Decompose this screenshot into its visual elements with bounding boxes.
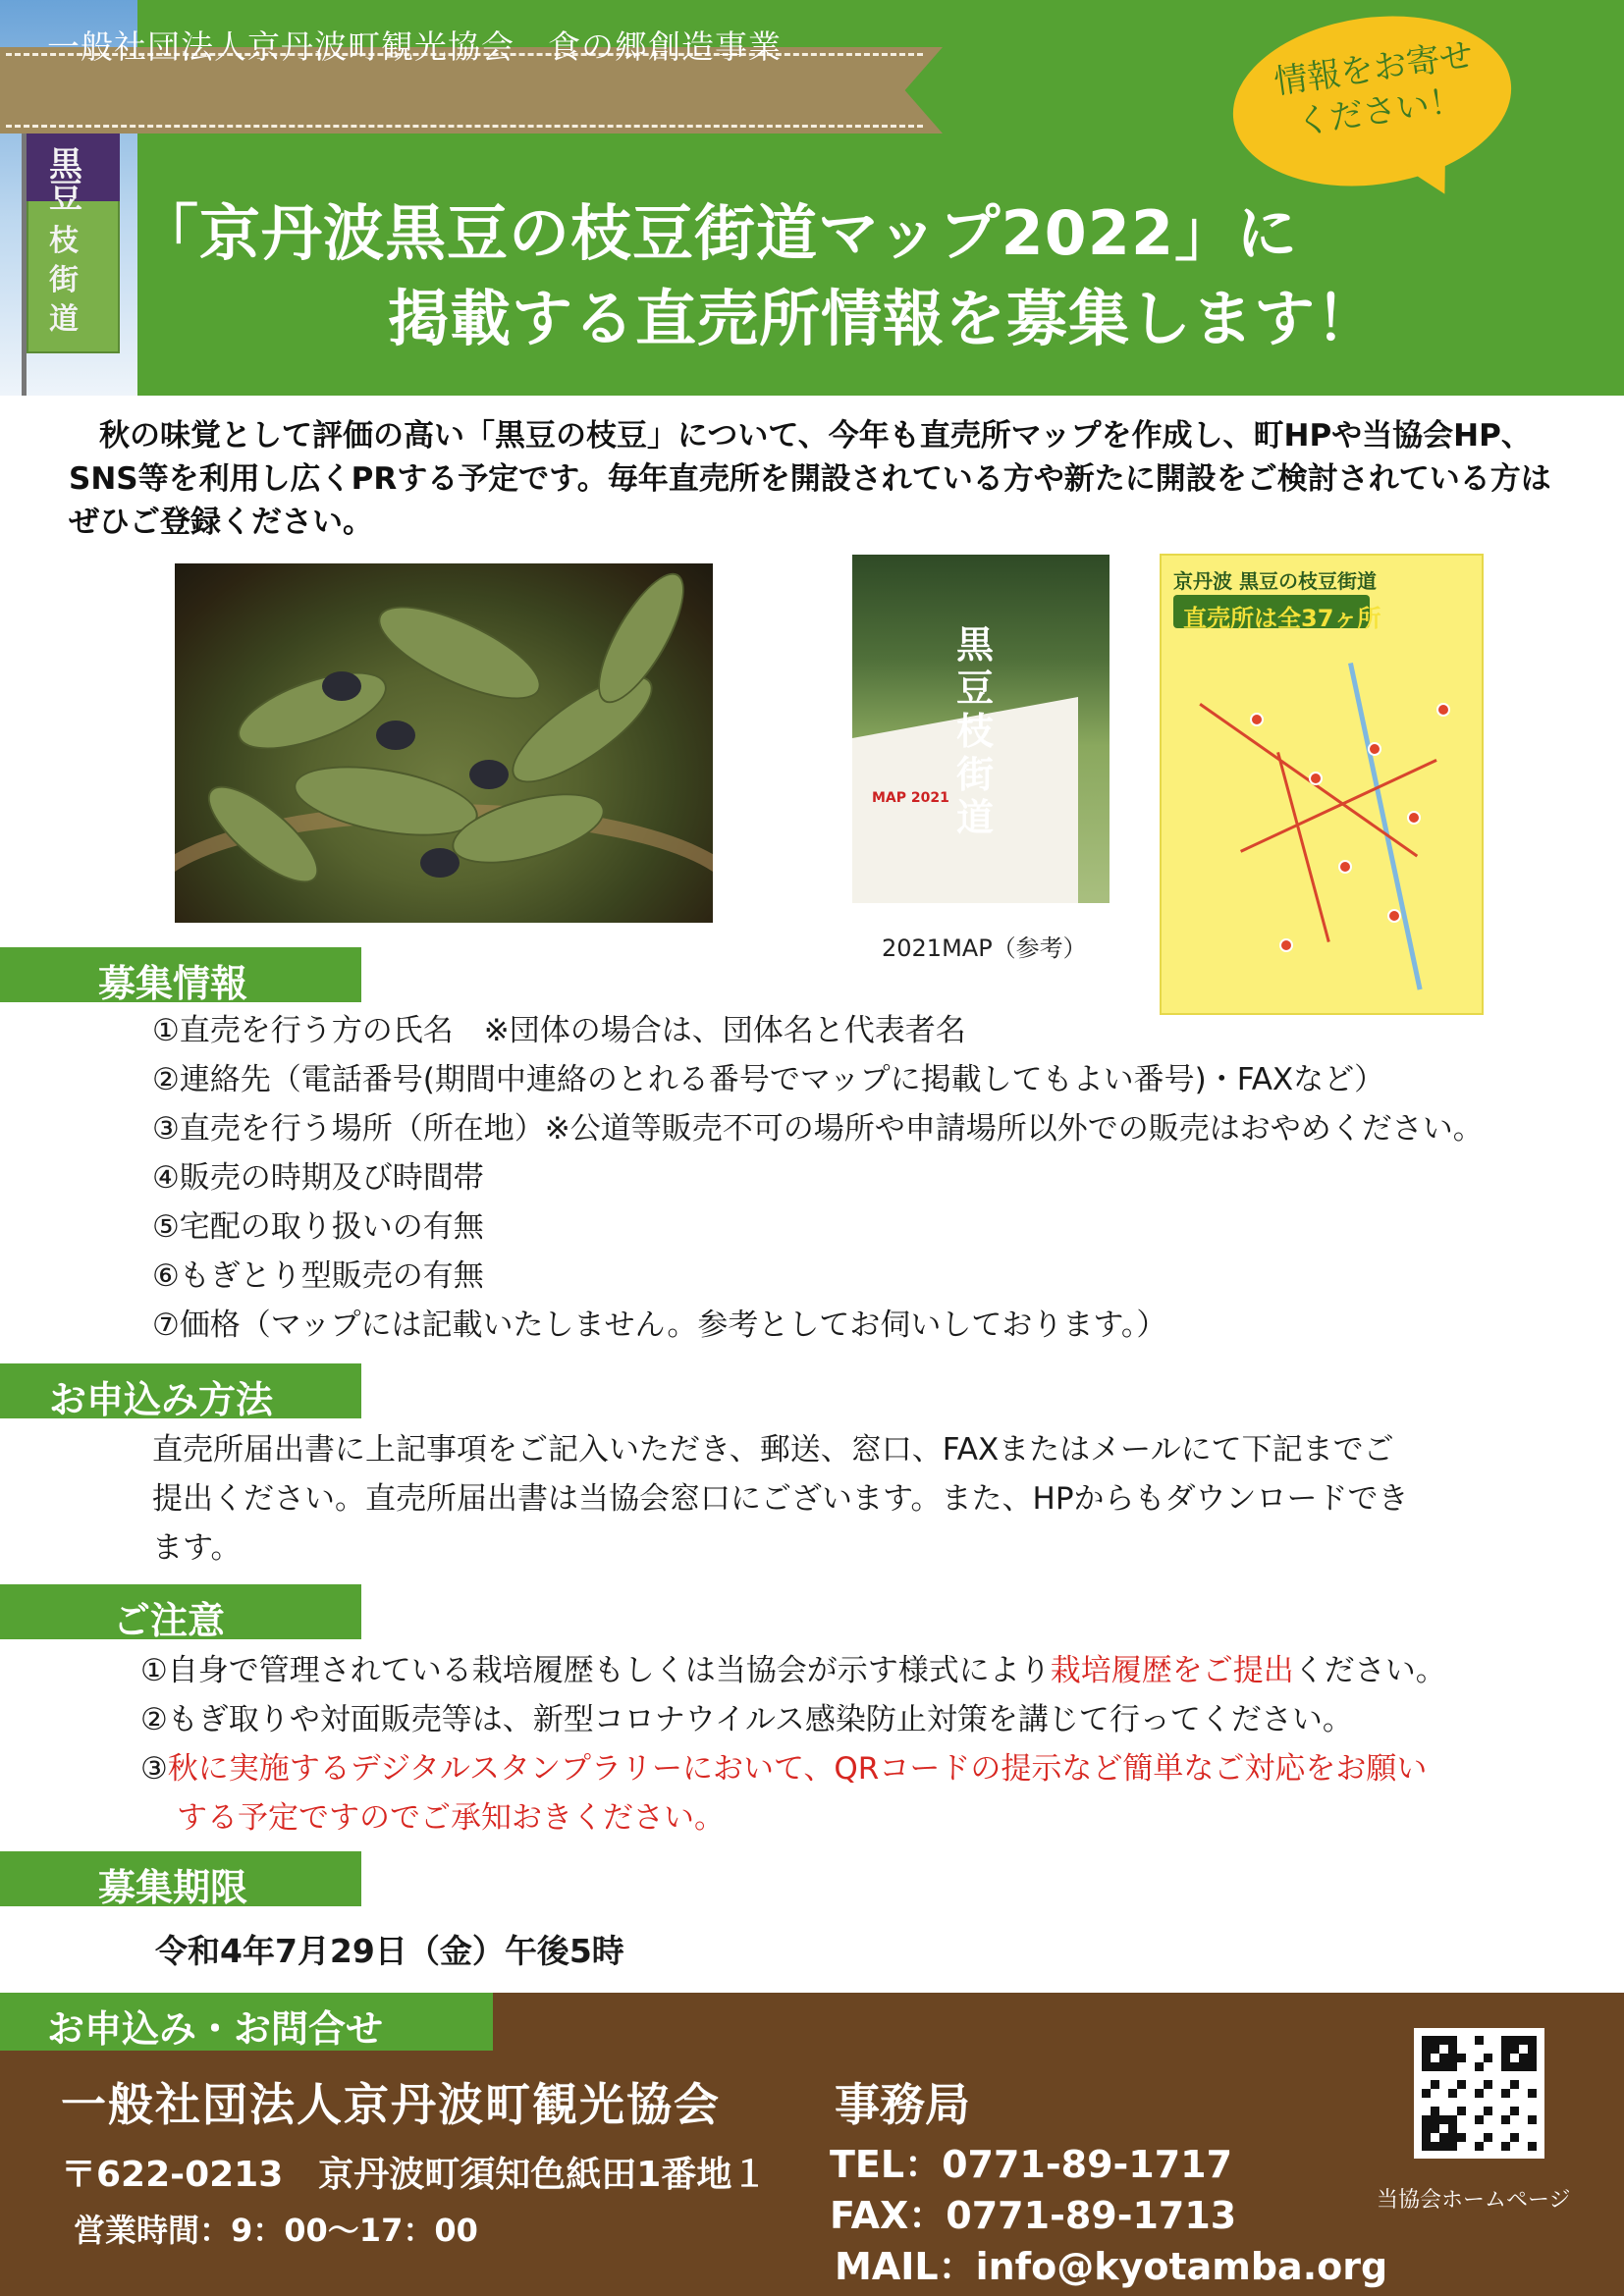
footer-tel[interactable]: TEL：0771-89-1717 <box>830 2143 1233 2186</box>
qr-module <box>1501 2107 1510 2115</box>
qr-module <box>1510 2089 1519 2098</box>
map-spot <box>1279 938 1293 952</box>
qr-code-pattern <box>1422 2036 1537 2151</box>
qr-module <box>1431 2062 1439 2071</box>
qr-module <box>1466 2115 1475 2124</box>
recruit-item: ③直売を行う場所（所在地）※公道等販売不可の場所や申請場所以外での販売はおやめください。 <box>152 1111 1484 1147</box>
qr-module <box>1519 2107 1528 2115</box>
notice-emphasis: 栽培履歴をご提出 <box>1050 1653 1294 1688</box>
notice-item <box>140 1747 1427 1790</box>
qr-module <box>1484 2054 1492 2062</box>
qr-module <box>1492 2045 1501 2054</box>
map-2022-preview <box>1160 554 1484 1015</box>
qr-module <box>1510 2107 1519 2115</box>
banner-char: 枝 <box>49 224 79 258</box>
qr-module <box>1484 2080 1492 2089</box>
qr-module <box>1422 2036 1431 2045</box>
qr-code[interactable] <box>1414 2028 1544 2159</box>
apply-text: ます。 <box>152 1530 242 1566</box>
qr-module <box>1431 2089 1439 2098</box>
black-bean <box>376 721 415 750</box>
qr-module <box>1528 2115 1537 2124</box>
qr-module <box>1475 2142 1484 2151</box>
qr-module <box>1448 2071 1457 2080</box>
qr-module <box>1475 2045 1484 2054</box>
qr-module <box>1492 2098 1501 2107</box>
qr-module <box>1466 2054 1475 2062</box>
qr-module <box>1466 2089 1475 2098</box>
qr-module <box>1457 2107 1466 2115</box>
banner-char: 黒 <box>49 145 82 185</box>
qr-module <box>1475 2054 1484 2062</box>
qr-module <box>1439 2045 1448 2054</box>
notice-item: ②もぎ取りや対面販売等は、新型コロナウイルス感染防止対策を講じて行ってください。 <box>140 1702 1353 1737</box>
qr-module <box>1501 2115 1510 2124</box>
qr-module <box>1501 2062 1510 2071</box>
footer-tab-label: お申込み・お問合せ <box>47 2007 384 2051</box>
qr-module <box>1510 2124 1519 2133</box>
qr-module <box>1475 2107 1484 2115</box>
intro-paragraph: 秋の味覚として評価の高い「黒豆の枝豆」について、今年も直売所マップを作成し、町HPや当協会HP、SNS等を利用し広くPRする予定です。毎年直売所を開設されている方や新たに開設をご検討されている方はぜひご登録ください。 <box>69 418 1551 540</box>
black-bean <box>420 848 460 878</box>
qr-module <box>1510 2142 1519 2151</box>
qr-module <box>1475 2062 1484 2071</box>
qr-module <box>1484 2115 1492 2124</box>
qr-module <box>1448 2036 1457 2045</box>
qr-module <box>1439 2062 1448 2071</box>
footer-mail[interactable]: MAIL：info@kyotamba.org <box>835 2245 1388 2288</box>
qr-module <box>1484 2089 1492 2098</box>
apply-text: 直売所届出書に上記事項をご記入いただき、郵送、窓口、FAXまたはメールにて下記までご <box>152 1432 1394 1468</box>
section-header-recruit <box>0 947 361 1005</box>
qr-module <box>1501 2133 1510 2142</box>
qr-module <box>1457 2071 1466 2080</box>
qr-module <box>1528 2133 1537 2142</box>
black-bean <box>322 671 361 701</box>
map-cover-title: 黒 豆 枝 街 道 <box>955 622 994 839</box>
qr-module <box>1431 2036 1439 2045</box>
qr-module <box>1501 2045 1510 2054</box>
qr-module <box>1475 2036 1484 2045</box>
qr-module <box>1528 2089 1537 2098</box>
speech-bubble-text: 情報をお寄せ ください！ <box>1272 35 1476 143</box>
map-preview-title: 京丹波 黒豆の枝豆街道 <box>1173 569 1377 593</box>
map-spot <box>1387 909 1401 923</box>
title-text: します！ <box>1130 283 1379 354</box>
qr-module <box>1528 2045 1537 2054</box>
qr-module <box>1439 2080 1448 2089</box>
qr-module <box>1510 2080 1519 2089</box>
qr-module <box>1475 2071 1484 2080</box>
qr-module <box>1475 2124 1484 2133</box>
qr-module <box>1528 2107 1537 2115</box>
qr-module <box>1466 2045 1475 2054</box>
deadline-value: 令和4年7月29日（金）午後5時 <box>155 1932 624 1970</box>
qr-module <box>1431 2107 1439 2115</box>
qr-module <box>1484 2124 1492 2133</box>
qr-module <box>1528 2062 1537 2071</box>
qr-module <box>1492 2124 1501 2133</box>
qr-module <box>1519 2036 1528 2045</box>
qr-module <box>1439 2133 1448 2142</box>
qr-module <box>1457 2124 1466 2133</box>
qr-module <box>1422 2142 1431 2151</box>
qr-module <box>1510 2133 1519 2142</box>
page-title-line2 <box>388 270 1378 357</box>
qr-module <box>1466 2071 1475 2080</box>
qr-module <box>1510 2071 1519 2080</box>
edamame-pod <box>366 588 552 718</box>
section-title: 募集期限 <box>98 1866 248 1909</box>
qr-module <box>1431 2054 1439 2062</box>
qr-module <box>1431 2098 1439 2107</box>
qr-module <box>1484 2133 1492 2142</box>
qr-module <box>1431 2142 1439 2151</box>
qr-module <box>1439 2142 1448 2151</box>
map-count-label: 直売所は全37ヶ所 <box>1183 605 1381 632</box>
map-spot <box>1436 703 1450 717</box>
qr-module <box>1422 2124 1431 2133</box>
qr-module <box>1492 2054 1501 2062</box>
qr-module <box>1484 2071 1492 2080</box>
qr-module <box>1519 2115 1528 2124</box>
qr-module <box>1439 2098 1448 2107</box>
qr-module <box>1501 2124 1510 2133</box>
black-bean <box>469 760 509 789</box>
recruit-item: ①直売を行う方の氏名 ※団体の場合は、団体名と代表者名 <box>152 1013 966 1048</box>
title-highlight <box>1006 270 1130 357</box>
map-spot <box>1368 742 1381 756</box>
map-2021-cover <box>852 555 1110 903</box>
qr-module <box>1519 2098 1528 2107</box>
qr-module <box>1510 2115 1519 2124</box>
qr-module <box>1431 2133 1439 2142</box>
qr-module <box>1475 2098 1484 2107</box>
recruit-item: ⑥もぎとり型販売の有無 <box>152 1258 484 1294</box>
qr-module <box>1484 2107 1492 2115</box>
title-text: 掲載する直売所情報を <box>388 283 1007 354</box>
map-road <box>1240 759 1437 853</box>
recruit-item: ⑦価格（マップには記載いたしません。参考としてお伺いしております。） <box>152 1308 1167 1343</box>
title-highlight-text: 募集 <box>1006 283 1131 354</box>
footer-office: 事務局 <box>835 2078 970 2131</box>
qr-module <box>1519 2054 1528 2062</box>
qr-module <box>1431 2071 1439 2080</box>
qr-module <box>1492 2115 1501 2124</box>
qr-module <box>1475 2115 1484 2124</box>
qr-module <box>1448 2080 1457 2089</box>
qr-module <box>1457 2098 1466 2107</box>
footer-fax: FAX：0771-89-1713 <box>830 2194 1237 2237</box>
qr-module <box>1501 2080 1510 2089</box>
qr-module <box>1519 2080 1528 2089</box>
qr-module <box>1448 2054 1457 2062</box>
qr-module <box>1448 2142 1457 2151</box>
qr-module <box>1457 2133 1466 2142</box>
qr-module <box>1448 2107 1457 2115</box>
qr-module <box>1519 2062 1528 2071</box>
qr-module <box>1466 2133 1475 2142</box>
qr-module <box>1448 2133 1457 2142</box>
qr-module <box>1510 2045 1519 2054</box>
qr-module <box>1484 2142 1492 2151</box>
qr-module <box>1457 2115 1466 2124</box>
map-spot <box>1309 772 1323 785</box>
qr-module <box>1466 2062 1475 2071</box>
map-2021-caption: 2021MAP（参考） <box>882 934 1087 962</box>
qr-module <box>1457 2089 1466 2098</box>
qr-module <box>1422 2054 1431 2062</box>
qr-module <box>1475 2133 1484 2142</box>
qr-module <box>1457 2036 1466 2045</box>
qr-module <box>1457 2142 1466 2151</box>
qr-module <box>1519 2133 1528 2142</box>
notice-text: ①自身で管理されている栽培履歴もしくは当協会が示す様式により <box>140 1653 1051 1688</box>
qr-module <box>1439 2107 1448 2115</box>
qr-module <box>1492 2142 1501 2151</box>
qr-module <box>1492 2089 1501 2098</box>
qr-module <box>1492 2107 1501 2115</box>
qr-module <box>1510 2098 1519 2107</box>
qr-module <box>1439 2036 1448 2045</box>
qr-module <box>1431 2045 1439 2054</box>
qr-module <box>1492 2071 1501 2080</box>
map-spot <box>1407 811 1421 825</box>
qr-module <box>1510 2054 1519 2062</box>
qr-module <box>1519 2089 1528 2098</box>
qr-module <box>1492 2080 1501 2089</box>
qr-module <box>1448 2124 1457 2133</box>
qr-module <box>1528 2124 1537 2133</box>
qr-module <box>1431 2124 1439 2133</box>
qr-module <box>1422 2089 1431 2098</box>
qr-module <box>1492 2036 1501 2045</box>
notice-emphasis: 秋に実施するデジタルスタンプラリーにおいて、QRコードの提示など簡単なご対応をお願い <box>167 1751 1428 1787</box>
qr-module <box>1528 2036 1537 2045</box>
qr-module <box>1484 2098 1492 2107</box>
footer-org-name: 一般社団法人京丹波町観光協会 <box>61 2078 721 2131</box>
section-header-apply <box>0 1363 361 1421</box>
qr-module <box>1466 2124 1475 2133</box>
qr-module <box>1466 2098 1475 2107</box>
recruit-item: ②連絡先（電話番号(期間中連絡のとれる番号でマップに掲載してもよい番号)・FAXなど） <box>152 1062 1385 1097</box>
qr-module <box>1422 2115 1431 2124</box>
edamame-photo <box>175 563 713 923</box>
qr-module <box>1448 2089 1457 2098</box>
qr-module <box>1466 2142 1475 2151</box>
qr-module <box>1510 2036 1519 2045</box>
section-title: 募集情報 <box>98 962 248 1005</box>
qr-module <box>1448 2062 1457 2071</box>
qr-module <box>1448 2098 1457 2107</box>
qr-module <box>1457 2054 1466 2062</box>
qr-module <box>1422 2107 1431 2115</box>
qr-module <box>1422 2071 1431 2080</box>
qr-module <box>1448 2115 1457 2124</box>
edamame-pod <box>229 656 397 765</box>
qr-module <box>1422 2080 1431 2089</box>
qr-module <box>1439 2124 1448 2133</box>
qr-module <box>1475 2080 1484 2089</box>
qr-module <box>1519 2045 1528 2054</box>
qr-module <box>1528 2142 1537 2151</box>
qr-module <box>1501 2054 1510 2062</box>
qr-module <box>1528 2098 1537 2107</box>
qr-module <box>1466 2107 1475 2115</box>
qr-module <box>1528 2080 1537 2089</box>
banner-char: 街 <box>49 263 79 297</box>
qr-module <box>1422 2062 1431 2071</box>
apply-text: 提出ください。直売所届出書は当協会窓口にございます。また、HPからもダウンロードでき <box>152 1481 1409 1517</box>
banner-char: 道 <box>49 302 79 337</box>
notice-item <box>140 1649 1446 1692</box>
qr-module <box>1492 2133 1501 2142</box>
qr-module <box>1519 2071 1528 2080</box>
qr-module <box>1528 2071 1537 2080</box>
section-header-deadline <box>0 1851 361 1909</box>
footer-hours: 営業時間：9：00～17：00 <box>74 2212 478 2249</box>
map-spot <box>1338 860 1352 874</box>
qr-module <box>1431 2080 1439 2089</box>
qr-module <box>1439 2089 1448 2098</box>
qr-module <box>1501 2071 1510 2080</box>
qr-module <box>1519 2124 1528 2133</box>
qr-module <box>1466 2036 1475 2045</box>
footer-address: 〒622-0213 京丹波町須知色紙田1番地１ <box>61 2155 768 2195</box>
section-title: ご注意 <box>113 1599 226 1642</box>
section-header-notice <box>0 1584 361 1642</box>
qr-module <box>1466 2080 1475 2089</box>
qr-module <box>1484 2036 1492 2045</box>
map-spot <box>1250 713 1264 726</box>
qr-module <box>1439 2054 1448 2062</box>
qr-module <box>1510 2062 1519 2071</box>
qr-module <box>1457 2080 1466 2089</box>
recruit-item: ⑤宅配の取り扱いの有無 <box>152 1209 484 1245</box>
qr-caption: 当協会ホームページ <box>1377 2188 1571 2213</box>
banner-char: 豆 <box>49 177 82 216</box>
qr-module <box>1448 2045 1457 2054</box>
qr-module <box>1528 2054 1537 2062</box>
qr-module <box>1501 2142 1510 2151</box>
qr-module <box>1484 2045 1492 2054</box>
qr-module <box>1501 2036 1510 2045</box>
map-river <box>1348 663 1423 990</box>
qr-module <box>1475 2089 1484 2098</box>
qr-module <box>1422 2133 1431 2142</box>
qr-module <box>1422 2045 1431 2054</box>
notice-text: ください。 <box>1293 1653 1446 1688</box>
qr-module <box>1484 2062 1492 2071</box>
page-title-line1: 「京丹波黒豆の枝豆街道マップ2022」に <box>137 197 1299 269</box>
qr-module <box>1501 2098 1510 2107</box>
map-cover-subtitle: MAP 2021 <box>872 790 949 806</box>
notice-number: ③ <box>140 1751 168 1787</box>
qr-module <box>1457 2045 1466 2054</box>
recruit-item: ④販売の時期及び時間帯 <box>152 1160 484 1196</box>
notice-emphasis: する予定ですのでご承知おきください。 <box>177 1800 725 1836</box>
qr-module <box>1457 2062 1466 2071</box>
qr-module <box>1439 2115 1448 2124</box>
qr-module <box>1431 2115 1439 2124</box>
section-title: お申込み方法 <box>49 1378 274 1421</box>
org-ribbon-label: 一般社団法人京丹波町観光協会 食の郷創造事業 <box>47 27 782 66</box>
qr-module <box>1501 2089 1510 2098</box>
qr-module <box>1519 2142 1528 2151</box>
qr-module <box>1439 2071 1448 2080</box>
qr-module <box>1422 2098 1431 2107</box>
qr-module <box>1492 2062 1501 2071</box>
